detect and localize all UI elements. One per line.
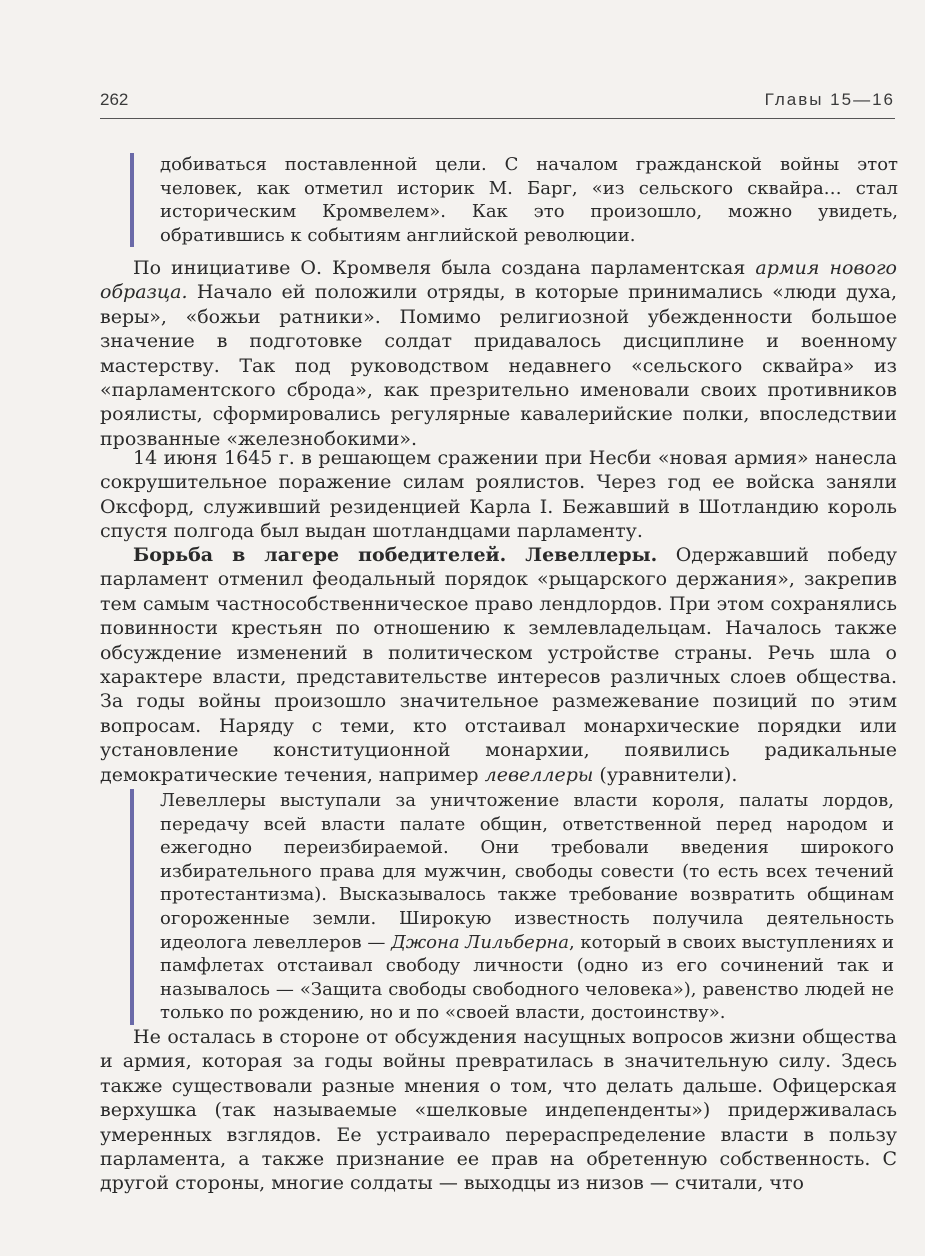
term-levellers: левеллеры [484,763,594,786]
term-new-model-army: армия нового образца. [100,257,897,304]
para1-rest: Начало ей положили отряды, в которые принимались «люди духа, веры», «божьи ратники». Помимо религиозной убежденности большое значение в подготовке солдат придавалось дисциплине и военному мастерству. Так под руководством недавнего «сельского сквайра» из «парламентского сброда», как презрительно именовали своих противников роялисты, сформировались регулярные кавалерийские полки, впоследствии прозванные «железнобокими». [100,281,897,450]
paragraph-new-model-army [100,256,897,451]
page-header [100,88,895,118]
para4-text: Не осталась в стороне от обсуждения насущных вопросов жизни общества и армия, которая за годы войны превратилась в значительную силу. Здесь также существовали разные мнения о том, что делать дальше. Офицерская верхушка (так называемые «шелковые индепенденты») придерживалась умеренных взглядов. Ее устраивало перераспределение власти в пользу парламента, а также признание ее прав на обретенную собственность. С другой стороны, многие солдаты — выходцы из низов — считали, что [100,1026,897,1195]
paragraph-naseby [100,446,897,544]
header-rule [100,118,895,119]
para3-text: Одержавший победу парламент отменил феодальный порядок «рыцарского держания», закрепив тем самым частнособственническое право лендлордов. При этом сохранялись повинности крестьян по отношению к землевладельцам. Началось также обсуждение изменений в политическом устройстве страны. Речь шла о характере власти, представительстве интересов различных слоев общества. За годы войны произошло значительное размежевание позиций по этим вопросам. Наряду с теми, кто отстаивал монархические порядки или установление конституционной монархии, появились радикальные демократические течения, например [100,544,898,786]
paragraph-army [100,1025,897,1196]
quote-bar-icon [130,153,134,247]
page-number: 262 [100,90,129,109]
para1-start: По инициативе О. Кромвеля была создана парламентская [133,257,756,279]
quote-bar-icon [130,789,134,1025]
para3-end: (уравнители). [593,763,738,786]
quote-block-2 [130,789,894,1025]
paragraph-levellers [100,543,897,787]
section-heading: Борьба в лагере победителей. Левеллеры. [133,544,658,566]
running-head: Главы 15—16 [764,90,895,109]
quote-block-1 [130,153,898,247]
quote-2-rest: , который в своих выступлениях и памфлетах отстаивал свободу личности (одно из его сочинений так и называлось — «Защита свободы свободного человека»), равенство людей не только по рождению, но и по «своей власти, достоинству». [160,931,895,1024]
para2-text: 14 июня 1645 г. в решающем сражении при Несби «новая армия» нанесла сокрушительное поражение силам роялистов. Через год ее войска заняли Оксфорд, служивший резиденцией Карла I. Бежавший в Шотландию король спустя полгода был выдан шотландцами парламенту. [100,447,897,543]
name-lilburne: Джона Лильберна [391,931,569,953]
quote-2-start: Левеллеры выступали за уничтожение власти короля, палаты лордов, передачу всей власти палате общин, ответственной перед народом и ежегодно переизбираемой. Они требовали введения широкого избирательного права для мужчин, свободы совести (то есть всех течений протестантизма). Высказывалось также требование возвратить общинам огороженные земли. Широкую известность получила деятельность идеолога левеллеров — [160,790,894,953]
quote-1-text: добиваться поставленной цели. С началом гражданской войны этот человек, как отметил историк М. Барг, «из сельского сквайра… стал историческим Кромвелем». Как это произошло, можно увидеть, обратившись к событиям английской революции. [160,154,898,246]
